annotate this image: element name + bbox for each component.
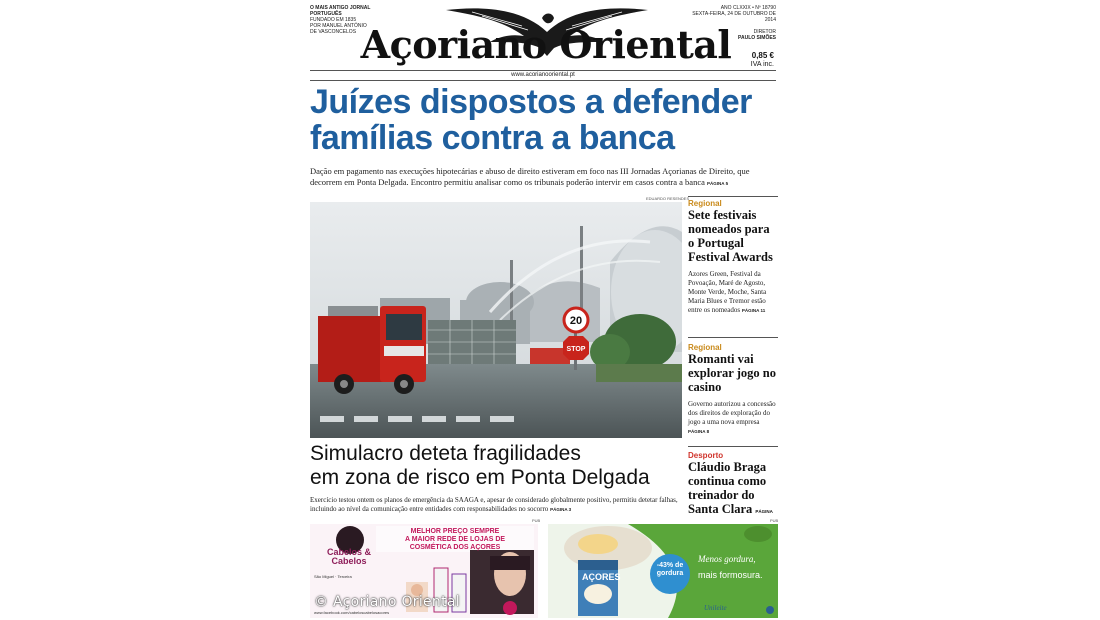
cosmetics-logo: Cabelos & Cabelos	[326, 547, 371, 566]
ad-tag: PUB	[770, 518, 779, 523]
sidebar-page-ref: PÁGINA 11	[741, 308, 766, 313]
masthead-rule-top	[310, 70, 776, 71]
lead-summary-text: Dação em pagamento nas execuções hipotecárias e abuso de direito estiveram em foco nas III Jornadas Açorianas de Direito, que decorrem em Ponta Delgada. Encontro permitiu analisar como os tribunais poderão intervir em casos contra a banca	[310, 166, 750, 187]
price-note: IVA inc.	[750, 61, 774, 68]
fire-drill-photo[interactable]	[310, 202, 682, 438]
sidebar-body	[688, 400, 778, 436]
sidebar-rule-3	[688, 446, 778, 447]
masthead-rule-bottom	[310, 80, 776, 81]
dairy-brand: Unileite	[704, 604, 727, 612]
sidebar-page-ref: PÁGINA 8	[688, 429, 710, 434]
sidebar-rule-2	[688, 337, 778, 338]
dairy-slogan-line-2: mais formosura.	[698, 570, 763, 580]
masthead-founder-name: DE VASCONCELOS	[310, 29, 357, 35]
lead-headline[interactable]	[310, 84, 776, 156]
director-name: PAULO SIMÕES	[738, 35, 776, 41]
photo-headline[interactable]	[310, 442, 682, 490]
speed-sign-label: 20	[569, 315, 583, 327]
sidebar-rule-1	[688, 196, 778, 197]
sidebar-body	[688, 270, 778, 315]
section-label: Desporto	[688, 451, 724, 460]
fat-reduction-badge: -43% de gordura	[656, 562, 684, 577]
lead-page-ref: PÁGINA 5	[707, 181, 729, 186]
photo-credit: EDUARDO RESENDES	[646, 196, 690, 201]
sidebar-page-ref: PÁGINA	[755, 509, 773, 514]
photo-page-ref: PÁGINA 3	[550, 507, 572, 512]
sidebar-story-1[interactable]	[688, 199, 778, 315]
sidebar-body-text: Governo autorizou a concessão dos direitos de exploração do jogo a uma nova empresa	[688, 400, 776, 426]
photo-summary-text: Exercício testou ontem os planos de emergência da SAAGA e, apesar de considerado globalmente positivo, permitiu detetar falhas, incluindo ao nível da comunicação entre entidades com responsabilidades no socorro	[310, 496, 678, 513]
masthead-right-info	[684, 5, 776, 41]
sidebar-headline: Sete festivais nomeados para o Portugal Festival Awards	[688, 208, 773, 264]
issue-date: SEXTA-FEIRA, 24 DE OUTUBRO DE 2014	[692, 11, 776, 23]
price-value: 0,85 €	[751, 51, 774, 60]
sidebar-story-2[interactable]	[688, 343, 778, 436]
newspaper-front-page	[306, 0, 780, 620]
sidebar-headline-text: Cláudio Braga continua como treinador do Santa Clara	[688, 460, 767, 516]
cosmetics-store-list: São Miguel · Terceira	[314, 574, 352, 579]
copyright-watermark: © Açoriano Oriental	[314, 594, 460, 610]
masthead-founder-by: POR MANUEL ANTÓNIO	[310, 23, 367, 29]
cosmetics-facebook: www.facebook.com/cabeloscabelosacores	[314, 610, 390, 615]
director-label: DIRETOR	[753, 29, 776, 35]
section-label: Regional	[688, 343, 722, 352]
section-label: Regional	[688, 199, 722, 208]
sidebar-headline: Romanti vai explorar jogo no casino	[688, 352, 776, 394]
photo-headline-line-1: Simulacro deteta fragilidades	[310, 442, 581, 465]
lead-headline-line-1: Juízes dispostos a defender	[310, 83, 752, 121]
masthead-founded: FUNDADO EM 1835	[310, 17, 357, 23]
price-box	[751, 52, 774, 69]
dairy-product-name: AÇORES	[582, 572, 621, 582]
cosmetics-banner	[376, 528, 534, 552]
lead-headline-line-2: famílias contra a banca	[310, 119, 675, 157]
ad-tag: PUB	[532, 518, 541, 523]
issue-number: ANO CLXXIX • Nº 18790	[720, 5, 776, 11]
cosmetics-banner-line-3: COSMÉTICA DOS AÇORES	[409, 544, 501, 551]
cosmetics-banner-line-1: MELHOR PREÇO SEMPRE	[410, 528, 500, 535]
stop-sign-label: STOP	[566, 346, 586, 353]
photo-summary	[310, 496, 682, 514]
website-url[interactable]: www.acorianooriental.pt	[511, 72, 575, 78]
sidebar-body-text: Azores Green, Festival da Povoação, Maré de Agosto, Monte Verde, Moche, Santa Maria Blues e Tremor estão entre os nomeados	[688, 270, 767, 314]
masthead-tagline: O MAIS ANTIGO JORNAL PORTUGUÊS	[310, 5, 371, 17]
newspaper-title[interactable]: Açoriano Oriental	[360, 22, 732, 67]
fire-drill-scene	[310, 202, 682, 438]
photo-headline-line-2: em zona de risco em Ponta Delgada	[310, 466, 650, 489]
lead-summary	[310, 166, 780, 189]
dairy-slogan-line-1: Menos gordura,	[698, 554, 756, 564]
cosmetics-banner-line-2: A MAIOR REDE DE LOJAS DE	[404, 536, 506, 543]
dairy-advertisement[interactable]	[548, 524, 778, 618]
